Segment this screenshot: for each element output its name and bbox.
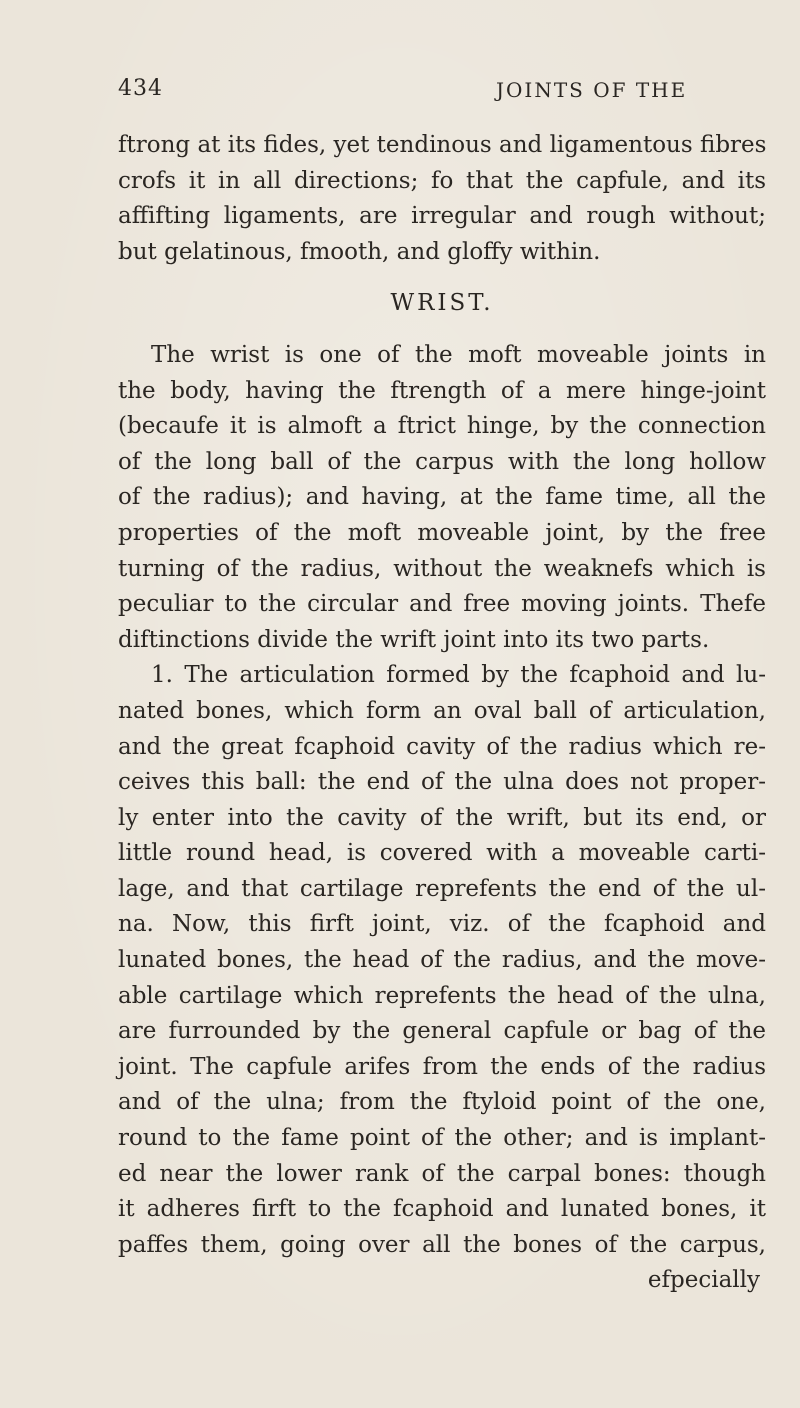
text-line: it adheres firft to the fcaphoid and lunated bones, it (118, 1196, 766, 1223)
text-line: nated bones, which form an oval ball of articulation, (118, 697, 766, 724)
text-line: of the radius); and having, at the fame time, all the (118, 484, 766, 511)
text-line: (becaufe it is almoft a ftrict hinge, by the connection (118, 413, 766, 440)
text-line: 1. The articulation formed by the fcaphoid and lu- (151, 662, 766, 689)
text-line: but gelatinous, fmooth, and gloffy within. (118, 238, 601, 265)
text-line: crofs it in all directions; fo that the capfule, and its (118, 167, 766, 194)
page-number: 434 (118, 76, 163, 101)
text-line: and the great fcaphoid cavity of the radius which re- (118, 733, 766, 760)
text-line: ly enter into the cavity of the wrift, but its end, or (118, 804, 766, 831)
section-heading: WRIST. (390, 290, 494, 317)
running-head-title: JOINTS OF THE (496, 78, 688, 102)
text-line: and of the ulna; from the ftyloid point of the one, (118, 1089, 766, 1116)
text-line: round to the fame point of the other; and is implant- (118, 1125, 766, 1152)
text-line: the body, having the ftrength of a mere hinge-joint (118, 377, 766, 404)
text-line: The wrist is one of the moft moveable joints in (151, 341, 766, 368)
text-line: na. Now, this firft joint, viz. of the fcaphoid and (118, 911, 766, 938)
text-line: turning of the radius, without the weaknefs which is (118, 555, 766, 582)
text-line: little round head, is covered with a moveable carti- (118, 840, 766, 867)
text-line: ftrong at its fides, yet tendinous and ligamentous fibres (118, 132, 767, 158)
text-line: are furrounded by the general capfule or bag of the (118, 1018, 766, 1045)
running-head (118, 74, 758, 114)
text-line: ceives this ball: the end of the ulna does not proper- (118, 769, 766, 796)
text-line: paffes them, going over all the bones of the carpus, (118, 1231, 766, 1258)
text-line: ed near the lower rank of the carpal bones: though (118, 1160, 766, 1187)
text-line: properties of the moft moveable joint, by the free (118, 519, 766, 546)
text-line: peculiar to the circular and free moving joints. Thefe (118, 591, 766, 618)
catchword: efpecially (647, 1267, 760, 1294)
text-line: lage, and that cartilage reprefents the end of the ul- (118, 875, 766, 902)
text-line: diftinctions divide the wrift joint into its two parts. (118, 626, 710, 653)
text-line: of the long ball of the carpus with the long hollow (118, 448, 766, 475)
text-line: lunated bones, the head of the radius, and the move- (118, 947, 766, 974)
body-text (118, 128, 766, 1299)
text-line: joint. The capfule arifes from the ends of the radius (118, 1053, 766, 1080)
text-line: able cartilage which reprefents the head of the ulna, (118, 982, 766, 1009)
text-line: affifting ligaments, are irregular and rough without; (118, 203, 766, 230)
